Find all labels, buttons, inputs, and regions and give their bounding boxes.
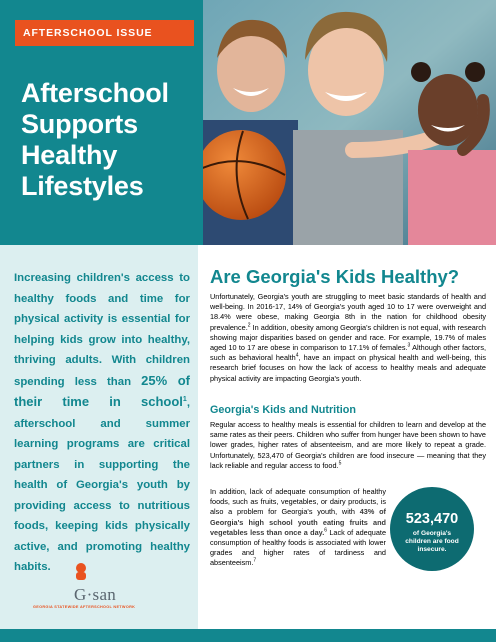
- title-line: Healthy: [21, 140, 118, 170]
- intro-part: Increasing children's access to healthy foods and time for physical activity is essential for helping kids grow into healthy, thriving adults. With children spending less than: [14, 272, 190, 388]
- text: In addition, lack of adequate consumption of healthy foods, such as fruits, vegetables, or dairy products, is also a problem for Georgia's youth, with: [210, 487, 386, 517]
- text: Although other factors, such as behavioral health: [210, 343, 486, 363]
- subheading: Georgia's Kids and Nutrition: [210, 404, 356, 416]
- stat-number: 523,470: [405, 511, 459, 527]
- hero-photo: [203, 0, 496, 245]
- intro-part: , afterschool and summer learning programs are critical partners in supporting the health of Georgia's youth by providing access to nutritious foods, keeping kids physically active, and promoting healthy habits.: [14, 397, 190, 573]
- paragraph-1: [210, 292, 486, 384]
- issue-tag: AFTERSCHOOL ISSUE: [15, 20, 194, 46]
- footnote-ref: 6: [324, 527, 328, 534]
- text: Lack of adequate consumption of healthy foods is associated with lower grades and higher rates of tardiness and absenteeism.: [210, 527, 386, 568]
- intro-highlight: 25% of their time in school: [14, 372, 190, 409]
- text: Unfortunately, Georgia's youth are struggling to meet basic standards of health and well-being. In 2016-17, 14% of Georgia's youth aged 10 to 17 were overweight and 18.4% were obese, making Georgia 8th in the nation for childhood obesity prevalence.: [210, 292, 486, 332]
- title-line: Afterschool: [21, 78, 169, 108]
- title-line: Lifestyles: [21, 171, 144, 201]
- footnote-ref: 5: [338, 460, 342, 467]
- paragraph-2: [210, 420, 486, 471]
- section-heading: Are Georgia's Kids Healthy?: [210, 266, 460, 287]
- footnote-ref: 3: [407, 342, 411, 349]
- stat-callout: [390, 487, 474, 571]
- paragraph-3: [210, 487, 386, 569]
- intro-text: [14, 268, 190, 578]
- text: In addition, obesity among Georgia's children is not equal, with research showing major disparities based on gender and race. For example, 19.7% of males aged 10 to 17 are obese in comparison to 17.1% of females.: [210, 322, 486, 353]
- footnote-ref: 7: [253, 558, 257, 564]
- page-title: [21, 78, 201, 202]
- logo-tagline: GEORGIA STATEWIDE AFTERSCHOOL NETWORK: [33, 605, 136, 609]
- stat-caption: of Georgia's children are food insecure.: [405, 530, 459, 553]
- text: , have an impact on physical health and well-being, this research brief focuses on how the lack of access to healthy meals and adequate physical activity are impacting Georgia's youth.: [210, 353, 486, 383]
- footnote-ref: 1: [182, 396, 187, 404]
- text: Regular access to healthy meals is essential for children to learn and develop at the same rates as their peers. Children who suffer from hunger have been shown to have lower grades, higher rates of absenteeism, and are more likely to repeat a grade. Unfortunately, 523,470 of Georgia's children are food insecure — meaning that they lack reliable and regular access to food.: [210, 420, 486, 470]
- main-heading-wrap: [210, 262, 486, 288]
- footnote-ref: 4: [295, 352, 299, 359]
- title-line: Supports: [21, 109, 138, 139]
- footnote-ref: 2: [247, 322, 251, 329]
- bold-stat: 43% of Georgia's high school youth eating fruits and vegetables less than once a day.: [210, 507, 386, 537]
- footer-bar: [0, 629, 496, 642]
- logo-name: G·san: [74, 585, 117, 604]
